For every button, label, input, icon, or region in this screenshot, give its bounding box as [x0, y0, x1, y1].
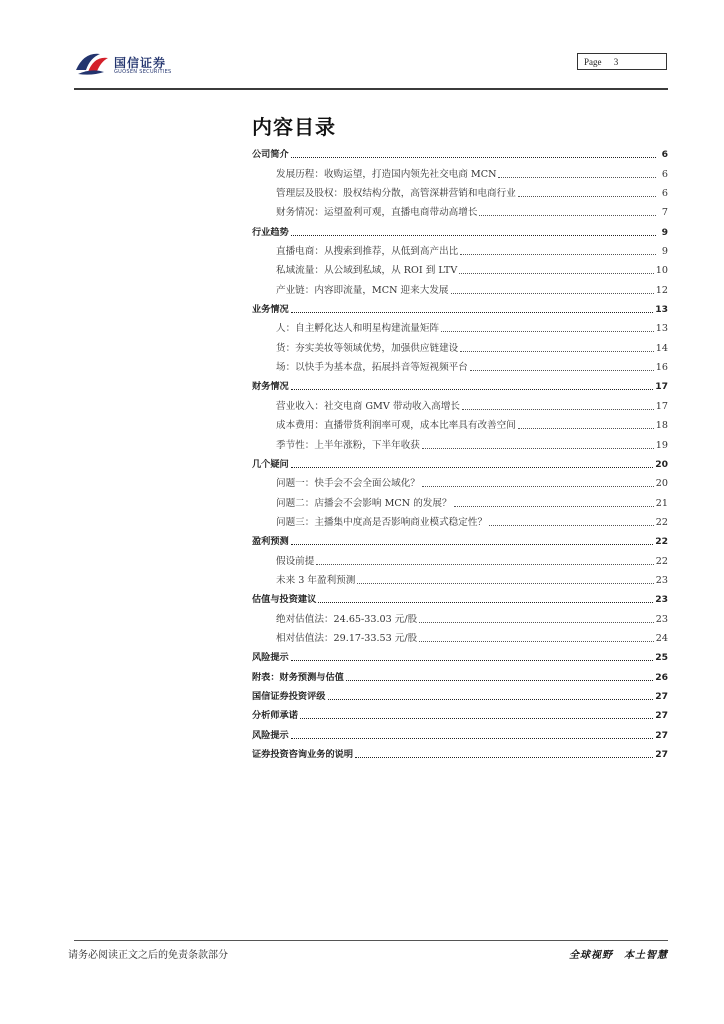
toc-entry-page: 9 [661, 246, 668, 258]
toc-subsection-entry[interactable] [252, 568, 668, 587]
toc-entry-page: 20 [655, 458, 668, 470]
page-number: 3 [613, 57, 619, 67]
toc-section-entry[interactable] [252, 587, 668, 606]
toc-section-entry[interactable] [252, 142, 668, 161]
toc-entry-label: 场：以快手为基本盘，拓展抖音等短视频平台 [252, 361, 470, 374]
toc-entry-page: 17 [655, 400, 668, 412]
toc-entry-page: 23 [655, 613, 668, 625]
toc-entry-label: 问题一：快手会不会全面公域化？ [252, 477, 422, 490]
toc-entry-page: 23 [655, 594, 668, 606]
toc-entry-label: 成本费用：直播带货利润率可观，成本比率具有改善空间 [252, 419, 518, 432]
toc-dot-leader [357, 582, 653, 584]
toc-entry-label: 行业趋势 [252, 226, 289, 238]
footer-divider [74, 940, 668, 941]
toc-subsection-entry[interactable] [252, 432, 668, 451]
toc-entry-page: 9 [661, 226, 668, 238]
toc-dot-leader [459, 272, 654, 274]
toc-entry-page: 13 [655, 323, 668, 335]
toc-subsection-entry[interactable] [252, 490, 668, 509]
toc-entry-page: 13 [655, 304, 668, 316]
toc-section-entry[interactable] [252, 645, 668, 664]
toc-entry-label: 营业收入：社交电商 GMV 带动收入高增长 [252, 400, 462, 413]
toc-subsection-entry[interactable] [252, 606, 668, 625]
toc-subsection-entry[interactable] [252, 510, 668, 529]
page-label: Page [584, 57, 602, 67]
toc-subsection-entry[interactable] [252, 471, 668, 490]
toc-title: 内容目录 [252, 115, 336, 139]
toc-dot-leader [328, 698, 654, 700]
toc-entry-label: 分析师承诺 [252, 710, 298, 722]
toc-entry-page: 16 [655, 362, 668, 374]
toc-section-entry[interactable] [252, 529, 668, 548]
header-divider [74, 88, 668, 90]
toc-entry-label: 相对估值法：29.17-33.53 元/股 [252, 632, 419, 645]
toc-entry-page: 21 [655, 497, 668, 509]
toc-entry-label: 公司简介 [252, 149, 289, 161]
toc-dot-leader [316, 563, 653, 565]
toc-entry-page: 22 [655, 516, 668, 528]
toc-dot-leader [454, 505, 654, 507]
toc-entry-label: 财务情况：运望盈利可观，直播电商带动高增长 [252, 206, 479, 219]
toc-dot-leader [355, 756, 653, 758]
toc-dot-leader [422, 447, 654, 449]
toc-entry-label: 绝对估值法：24.65-33.03 元/股 [252, 613, 419, 626]
toc-entry-label: 私域流量：从公域到私域，从 ROI 到 LTV [252, 264, 459, 277]
toc-dot-leader [462, 408, 654, 410]
toc-dot-leader [479, 214, 656, 216]
toc-entry-page: 10 [655, 265, 668, 277]
toc-subsection-entry[interactable] [252, 200, 668, 219]
toc-subsection-entry[interactable] [252, 335, 668, 354]
toc-subsection-entry[interactable] [252, 161, 668, 180]
toc-dot-leader [291, 234, 656, 236]
toc-dot-leader [291, 388, 653, 390]
toc-entry-page: 22 [655, 536, 668, 548]
toc-entry-label: 产业链：内容即流量，MCN 迎来大发展 [252, 284, 451, 297]
toc-entry-page: 27 [655, 729, 668, 741]
toc-section-entry[interactable] [252, 452, 668, 471]
toc-entry-page: 27 [655, 690, 668, 702]
toc-entry-page: 27 [655, 749, 668, 760]
toc-entry-page: 26 [655, 671, 668, 683]
toc-entry-page: 24 [655, 632, 668, 644]
toc-subsection-entry[interactable] [252, 413, 668, 432]
footer-disclaimer: 请务必阅读正文之后的免责条款部分 [68, 950, 228, 961]
toc-dot-leader [489, 524, 654, 526]
toc-section-entry[interactable] [252, 297, 668, 316]
toc-section-entry[interactable] [252, 703, 668, 722]
toc-dot-leader [518, 427, 654, 429]
table-of-contents [252, 142, 668, 761]
toc-entry-page: 7 [661, 207, 668, 219]
toc-entry-label: 发展历程：收购运望，打造国内领先社交电商 MCN [252, 168, 498, 181]
toc-entry-page: 25 [655, 652, 668, 664]
toc-entry-page: 19 [655, 439, 668, 451]
toc-entry-page: 20 [655, 478, 668, 490]
toc-dot-leader [451, 292, 654, 294]
company-logo [74, 50, 194, 80]
toc-dot-leader [498, 176, 656, 178]
toc-entry-label: 管理层及股权：股权结构分散，高管深耕营销和电商行业 [252, 187, 518, 200]
toc-entry-page: 14 [655, 342, 668, 354]
toc-subsection-entry[interactable] [252, 548, 668, 567]
toc-dot-leader [460, 350, 654, 352]
toc-subsection-entry[interactable] [252, 239, 668, 258]
toc-entry-page: 17 [655, 381, 668, 393]
footer-slogan: 全球视野 本土智慧 [569, 950, 668, 961]
toc-subsection-entry[interactable] [252, 393, 668, 412]
toc-entry-label: 业务情况 [252, 304, 289, 316]
guosen-logo-icon [74, 50, 110, 78]
toc-dot-leader [346, 679, 653, 681]
toc-dot-leader [291, 311, 653, 313]
toc-dot-leader [291, 659, 653, 661]
toc-subsection-entry[interactable] [252, 277, 668, 296]
toc-subsection-entry[interactable] [252, 626, 668, 645]
toc-dot-leader [318, 601, 653, 603]
toc-dot-leader [291, 466, 653, 468]
page-number-box [577, 53, 667, 70]
toc-dot-leader [441, 330, 654, 332]
toc-subsection-entry[interactable] [252, 181, 668, 200]
toc-entry-page: 23 [655, 574, 668, 586]
toc-entry-page: 18 [655, 420, 668, 432]
toc-entry-page: 6 [661, 188, 668, 200]
toc-entry-label: 几个疑问 [252, 458, 289, 470]
toc-entry-label: 问题二：店播会不会影响 MCN 的发展？ [252, 497, 454, 510]
toc-subsection-entry[interactable] [252, 258, 668, 277]
toc-dot-leader [419, 621, 654, 623]
toc-entry-label: 人：自主孵化达人和明星构建流量矩阵 [252, 322, 441, 335]
toc-entry-label: 货：夯实美妆等领域优势，加强供应链建设 [252, 342, 460, 355]
toc-subsection-entry[interactable] [252, 316, 668, 335]
toc-section-entry[interactable] [252, 742, 668, 761]
toc-dot-leader [291, 737, 653, 739]
toc-dot-leader [291, 543, 653, 545]
toc-section-entry[interactable] [252, 722, 668, 741]
toc-entry-label: 证券投资咨询业务的说明 [252, 749, 354, 760]
page-header [0, 0, 724, 90]
toc-entry-label: 风险提示 [252, 652, 289, 664]
toc-entry-page: 22 [655, 555, 668, 567]
toc-entry-label: 季节性：上半年涨粉，下半年收获 [252, 439, 422, 452]
toc-dot-leader [419, 640, 654, 642]
toc-entry-label: 风险提示 [252, 729, 289, 741]
toc-entry-label: 估值与投资建议 [252, 594, 317, 606]
toc-section-entry[interactable] [252, 219, 668, 238]
toc-entry-label: 国信证券投资评级 [252, 690, 326, 702]
toc-dot-leader [470, 369, 654, 371]
toc-entry-label: 财务情况 [252, 381, 289, 393]
toc-entry-label: 假设前提 [252, 555, 316, 568]
toc-section-entry[interactable] [252, 684, 668, 703]
toc-entry-page: 27 [655, 710, 668, 722]
logo-text: 国信证券 [114, 56, 167, 70]
toc-entry-label: 直播电商：从搜索到推荐，从低到高产出比 [252, 245, 460, 258]
toc-dot-leader [300, 717, 653, 719]
toc-entry-label: 附表：财务预测与估值 [252, 671, 344, 683]
toc-section-entry[interactable] [252, 374, 668, 393]
toc-entry-page: 6 [661, 149, 668, 161]
toc-dot-leader [518, 195, 656, 197]
toc-dot-leader [291, 156, 656, 158]
toc-entry-page: 6 [661, 168, 668, 180]
toc-entry-label: 问题三：主播集中度高是否影响商业模式稳定性？ [252, 516, 489, 529]
toc-entry-page: 12 [655, 284, 668, 296]
toc-dot-leader [460, 253, 656, 255]
toc-entry-label: 盈利预测 [252, 536, 289, 548]
toc-dot-leader [422, 485, 654, 487]
toc-entry-label: 未来 3 年盈利预测 [252, 574, 357, 587]
toc-subsection-entry[interactable] [252, 355, 668, 374]
toc-section-entry[interactable] [252, 664, 668, 683]
logo-subtext: GUOSEN SECURITIES [114, 69, 172, 75]
